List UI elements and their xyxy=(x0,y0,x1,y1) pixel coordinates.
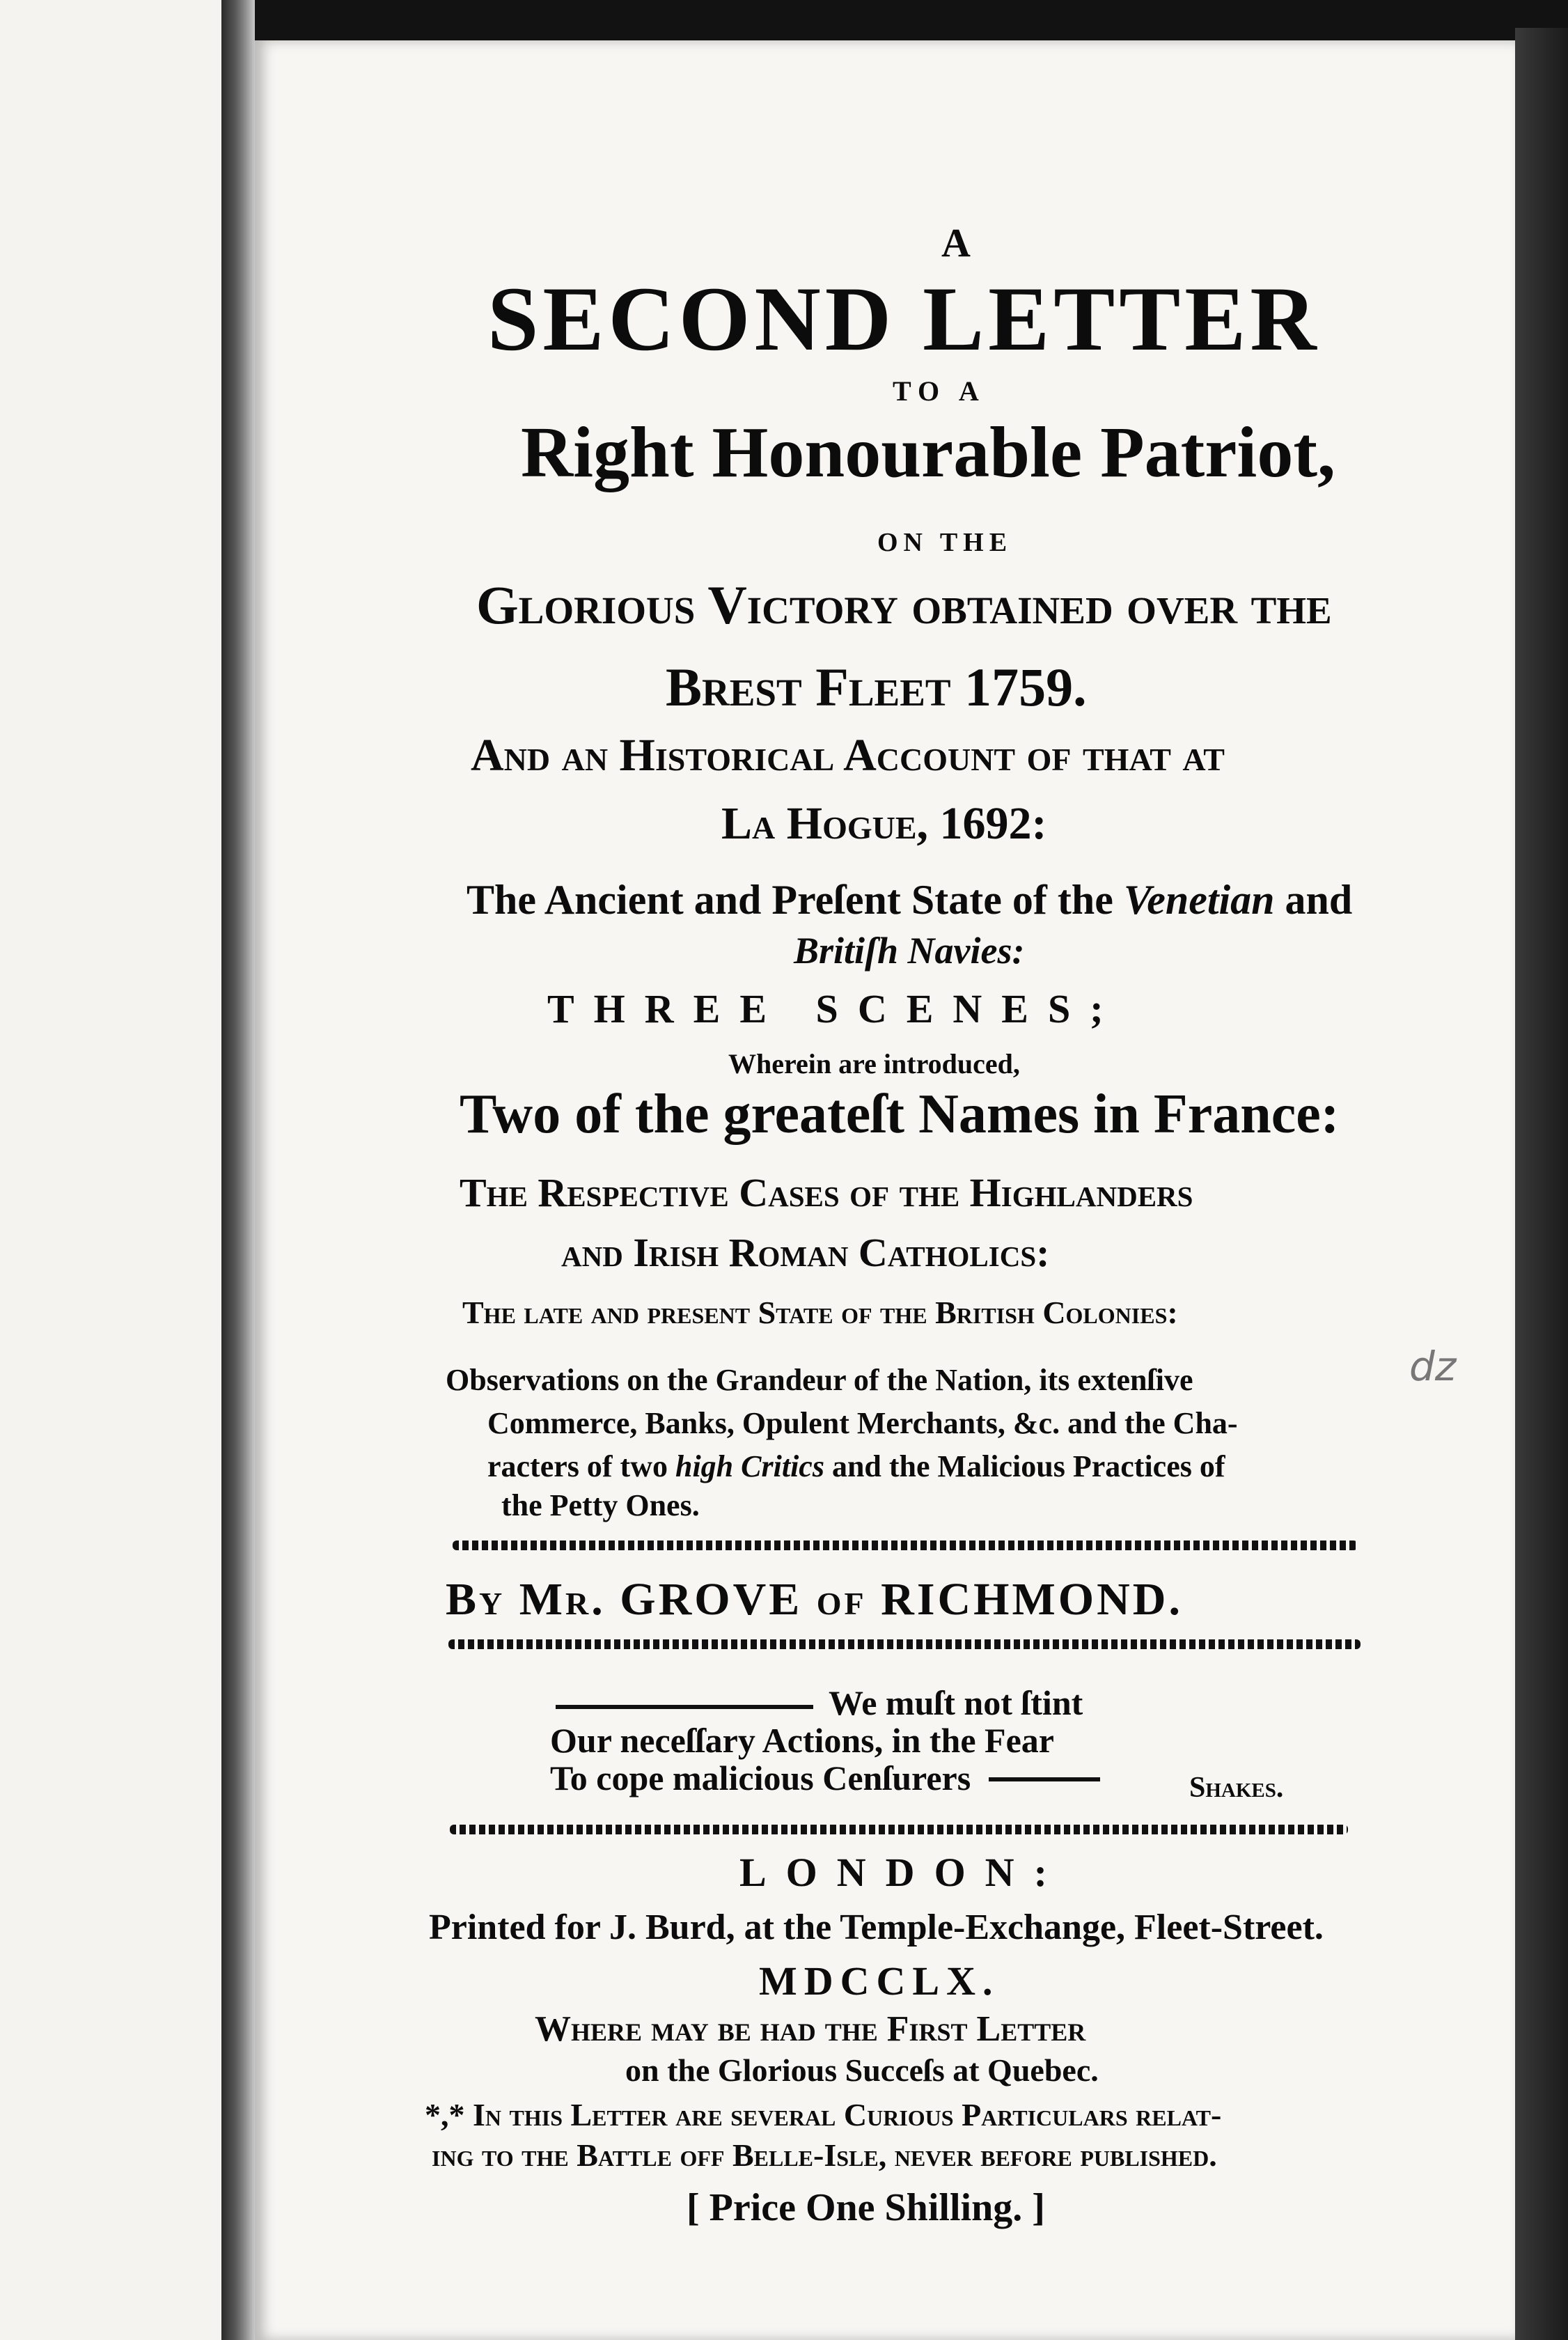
ornamental-rule-bottom xyxy=(450,1825,1348,1834)
ancient-and-text: and xyxy=(1274,877,1353,923)
ornamental-rule-top xyxy=(453,1540,1358,1550)
title-three-scenes: THREE SCENES; xyxy=(547,986,1123,1031)
title-second-letter: SECOND LETTER xyxy=(487,267,1321,370)
title-ancient-state xyxy=(467,879,1352,921)
quote-line-2: Our neceſſary Actions, in the Fear xyxy=(550,1721,1054,1760)
obs-text-critics: high Critics xyxy=(675,1449,824,1483)
author-line: By Mr. GROVE of RICHMOND. xyxy=(446,1574,1183,1625)
title-cases-1: The Reſpective Caſes of the Highlanders xyxy=(460,1170,1193,1215)
advert-line-2: on the Glorious Succeſs at Quebec. xyxy=(625,2052,1099,2088)
imprint-printed: Printed for J. Burd, at the Temple-Exchange, Fleet-Street. xyxy=(429,1908,1324,1947)
title-a: A xyxy=(941,220,971,265)
facing-page-left xyxy=(0,0,221,2340)
imprint-london: LONDON: xyxy=(739,1850,1067,1895)
title-historical: And an Historical Account of that at xyxy=(471,730,1225,781)
quote-line-1: We muſt not ſtint xyxy=(829,1683,1083,1722)
title-observations-2: Commerce, Banks, Opulent Merchants, &c. and the Cha- xyxy=(487,1406,1238,1440)
title-to-a: TO A xyxy=(893,375,986,407)
margin-annotation: dz xyxy=(1409,1343,1457,1390)
venetian-text: Venetian xyxy=(1123,877,1275,923)
title-on-the: ON THE xyxy=(877,528,1013,557)
quote-dash-lead xyxy=(556,1705,813,1709)
title-observations-1: Observations on the Grandeur of the Nation, its extenſive xyxy=(446,1363,1193,1397)
quote-attribution: Shakes. xyxy=(1189,1772,1284,1804)
note-line-2: ing to the Battle off Belle-Isle, never before publiſhed. xyxy=(432,2137,1217,2173)
title-wherein: Wherein are introduced, xyxy=(728,1048,1020,1079)
book-gutter xyxy=(221,0,255,2340)
title-patriot: Right Honourable Patriot, xyxy=(521,412,1335,492)
title-two-names: Two of the greateſt Names in France: xyxy=(460,1084,1340,1145)
imprint-year: MDCCLX. xyxy=(759,1958,1000,2004)
note-line-1: *,* In this Letter are ſeveral Curious Particulars relat- xyxy=(425,2097,1222,2132)
title-brest: Brest Fleet 1759. xyxy=(666,657,1087,717)
title-victory: Glorious Victory obtained over the xyxy=(476,575,1332,635)
obs-text-a: racters of two xyxy=(487,1449,675,1483)
title-observations-3 xyxy=(487,1451,1225,1482)
title-observations-4: the Petty Ones. xyxy=(501,1488,700,1522)
title-cases-2: and Irish Roman Catholics: xyxy=(561,1230,1050,1275)
price-line: [ Price One Shilling. ] xyxy=(687,2186,1045,2229)
title-la-hogue: La Hogue, 1692: xyxy=(721,798,1047,849)
obs-text-c: and the Malicious Practices of xyxy=(824,1449,1225,1483)
ornamental-rule-middle xyxy=(448,1639,1361,1649)
title-british-navies: Britiſh Navies: xyxy=(794,930,1025,972)
quote-line-3: To cope malicious Cenſurers xyxy=(550,1758,971,1797)
page-edge-right xyxy=(1515,28,1568,2340)
title-late-state: The late and preſent State of the British Colonies: xyxy=(462,1295,1178,1330)
ancient-text: The Ancient and Preſent State of the xyxy=(467,877,1124,923)
quote-dash-trail xyxy=(989,1777,1100,1781)
advert-line-1: Where may be had the First Letter xyxy=(535,2009,1086,2049)
